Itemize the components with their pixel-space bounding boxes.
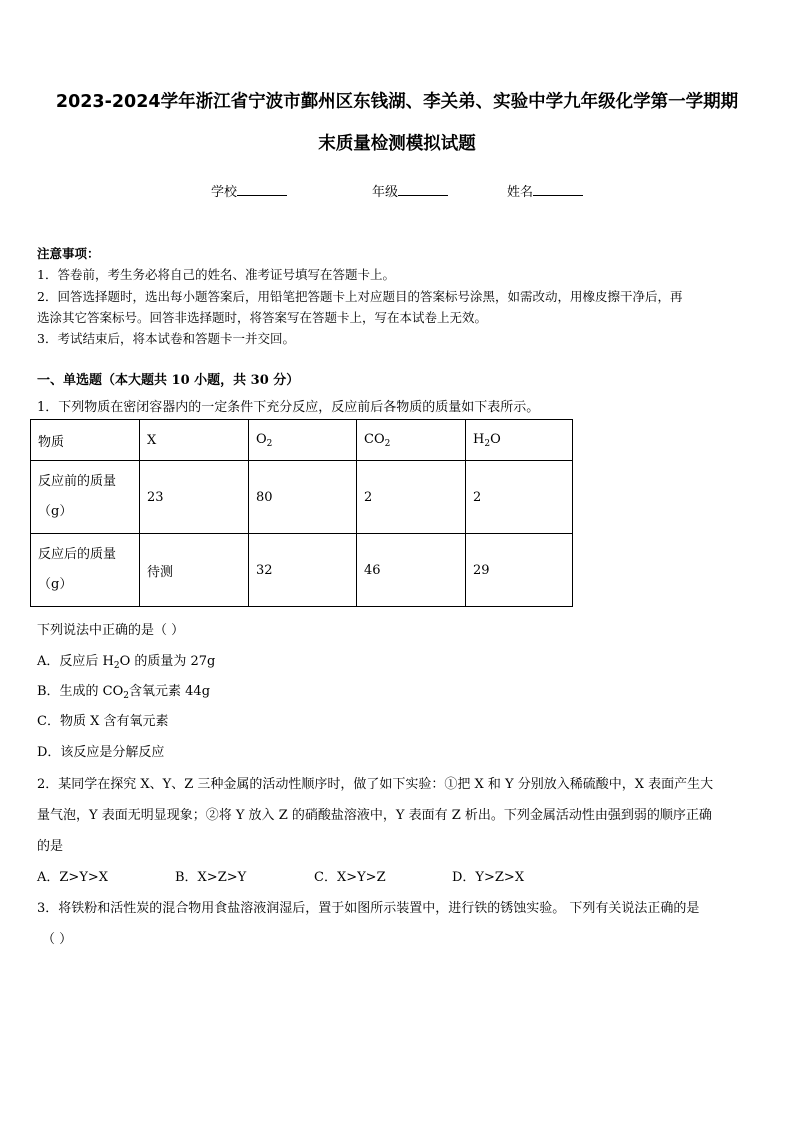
q1-option-c[interactable]: C．物质 X 含有氧元素 [37, 714, 169, 729]
note-3: 3．考试结束后，将本试卷和答题卡一并交回。 [37, 331, 295, 346]
table-row-before [31, 461, 573, 534]
q3-line1: 3．将铁粉和活性炭的混合物用食盐溶液润湿后，置于如图所示装置中，进行铁的锈蚀实验。 下列有关说法正确的是 [37, 901, 700, 916]
mass-table [30, 419, 573, 607]
q2-option-d[interactable]: D．Y>Z>X [452, 870, 525, 885]
table-row-after [31, 534, 573, 607]
note-2-line2: 选涂其它答案标号。回答非选择题时，将答案写在答题卡上，写在本试卷上无效。 [37, 310, 488, 325]
grade-field[interactable] [372, 181, 448, 200]
table-cell: 80 [249, 461, 357, 534]
table-cell: 46 [357, 534, 466, 607]
q2-option-a[interactable]: A．Z>Y>X [37, 870, 109, 885]
q2-option-b[interactable]: B．X>Z>Y [175, 870, 247, 885]
q3-line2: （ ） [42, 932, 73, 947]
name-field[interactable] [507, 181, 583, 200]
q2-line1: 2．某同学在探究 X、Y、Z 三种金属的活动性顺序时，做了如下实验：①把 X 和 Y 分别放入稀硫酸中，X 表面产生大 [37, 777, 714, 792]
q2-line2: 量气泡，Y 表面无明显现象；②将 Y 放入 Z 的硝酸盐溶液中，Y 表面有 Z 析出。下列金属活动性由强到弱的顺序正确 [37, 808, 712, 823]
grade-label: 年级 [372, 185, 399, 200]
header-co2: $CO_2$ [357, 420, 466, 461]
name-blank[interactable] [533, 183, 583, 196]
q1-stem: 1．下列物质在密闭容器内的一定条件下充分反应，反应前后各物质的质量如下表所示。 [37, 400, 540, 415]
header-x: X [140, 420, 249, 461]
table-cell: 29 [466, 534, 573, 607]
table-cell: 23 [140, 461, 249, 534]
q1-option-b[interactable]: B．生成的 $CO_2$含氧元素 44g [37, 684, 211, 701]
table-cell: 32 [249, 534, 357, 607]
table-cell: 2 [466, 461, 573, 534]
note-2-line1: 2．回答选择题时，选出每小题答案后，用铅笔把答题卡上对应题目的答案标号涂黑，如需改动，用橡皮擦干净后，再 [37, 289, 683, 304]
q1-ask: 下列说法中正确的是（ ） [37, 623, 185, 638]
q1-option-d[interactable]: D．该反应是分解反应 [37, 745, 165, 760]
exam-title-line2: 末质量检测模拟试题 [318, 134, 476, 154]
table-cell: 待测 [140, 534, 249, 607]
q2-option-c[interactable]: C．X>Y>Z [314, 870, 386, 885]
school-label: 学校 [211, 185, 238, 200]
name-label: 姓名 [507, 185, 534, 200]
q1-option-a[interactable]: A．反应后 $H_2O$ 的质量为 27g [37, 654, 216, 671]
note-1: 1．答卷前，考生务必将自己的姓名、准考证号填写在答题卡上。 [37, 267, 395, 282]
table-header-row [31, 420, 573, 461]
school-field[interactable] [211, 181, 287, 200]
grade-blank[interactable] [398, 183, 448, 196]
q2-line3: 的是 [37, 839, 64, 854]
exam-title-line1: 2023-2024学年浙江省宁波市鄞州区东钱湖、李关弟、实验中学九年级化学第一学期期 [55, 92, 739, 112]
row-label-after: 反应后的质量 （g） [31, 534, 140, 607]
header-o2: $O_2$ [249, 420, 357, 461]
header-substance: 物质 [31, 420, 140, 461]
section-heading: 一、单选题（本大题共 10 小题，共 30 分） [37, 373, 300, 388]
table-cell: 2 [357, 461, 466, 534]
notes-header: 注意事项： [37, 246, 100, 261]
row-label-before: 反应前的质量 （g） [31, 461, 140, 534]
school-blank[interactable] [237, 183, 287, 196]
header-h2o: $H_2O$ [466, 420, 573, 461]
